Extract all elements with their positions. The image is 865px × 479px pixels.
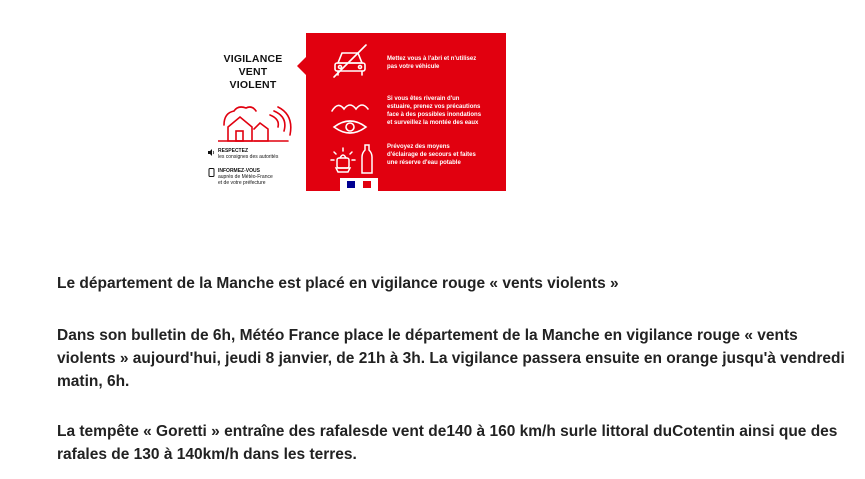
poster-title <box>200 53 306 92</box>
notice2-text2: et de votre préfecture <box>218 180 266 186</box>
poster-left-panel <box>200 33 306 191</box>
advice2-line3: face à des possibles inondations <box>387 112 482 118</box>
house-wind-icon <box>218 101 294 145</box>
advice2-line2: estuaire, prenez vos précautions <box>387 104 481 110</box>
phone-icon <box>208 168 215 177</box>
advice2-line1: Si vous êtes riverain d'un <box>387 96 460 102</box>
speaker-icon <box>208 148 215 157</box>
advice3-line3: une réserve d'eau potable <box>387 160 461 166</box>
poster-red-panel <box>306 33 506 191</box>
advice2-line4: et surveillez la montée des eaux <box>387 120 479 126</box>
advice-shelter <box>387 55 505 71</box>
notice2-bold: INFORMEZ-VOUS <box>218 168 260 174</box>
advice-lighting <box>387 143 505 167</box>
advice3-line1: Prévoyez des moyens <box>387 144 450 150</box>
article-paragraph-bulletin: Dans son bulletin de 6h, Météo France place le département de la Manche en vigilance rouge « vents violents » aujourd'hui, jeudi 8 janvier, de 21h à 3h. La vigilance passera ensuite en orange jusqu'à vendredi matin, 6h. <box>57 327 845 390</box>
poster-title-line3: VIOLENT <box>229 79 277 91</box>
lamp-icon <box>328 141 358 181</box>
poster-notch <box>297 57 306 75</box>
notice-inform <box>208 168 308 188</box>
article-headline: Le département de la Manche est placé en vigilance rouge « vents violents » <box>57 275 619 292</box>
poster-title-line1: VIGILANCE <box>223 53 283 65</box>
advice1-line1: Mettez vous à l'abri et n'utilisez <box>387 56 477 62</box>
notice2-text1: auprès de Météo-France <box>218 174 273 180</box>
advice1-line2: pas votre véhicule <box>387 64 440 70</box>
poster-title-line2: VENT <box>238 66 268 78</box>
notice-respect <box>208 148 308 160</box>
no-car-icon <box>328 41 372 81</box>
article-paragraph-storm: La tempête « Goretti » entraîne des rafalesde vent de140 à 160 km/h surle littoral duCotentin ainsi que des rafales de 130 à 140km/h dans les terres. <box>57 423 838 463</box>
advice-estuary <box>387 95 505 127</box>
advice3-line2: d'éclairage de secours et faites <box>387 152 476 158</box>
flag-icon <box>340 178 378 191</box>
notice1-text: les consignes des autorités <box>218 154 279 160</box>
notice1-bold: RESPECTEZ <box>218 148 249 154</box>
vigilance-poster <box>200 33 506 191</box>
bottle-icon <box>360 139 374 179</box>
